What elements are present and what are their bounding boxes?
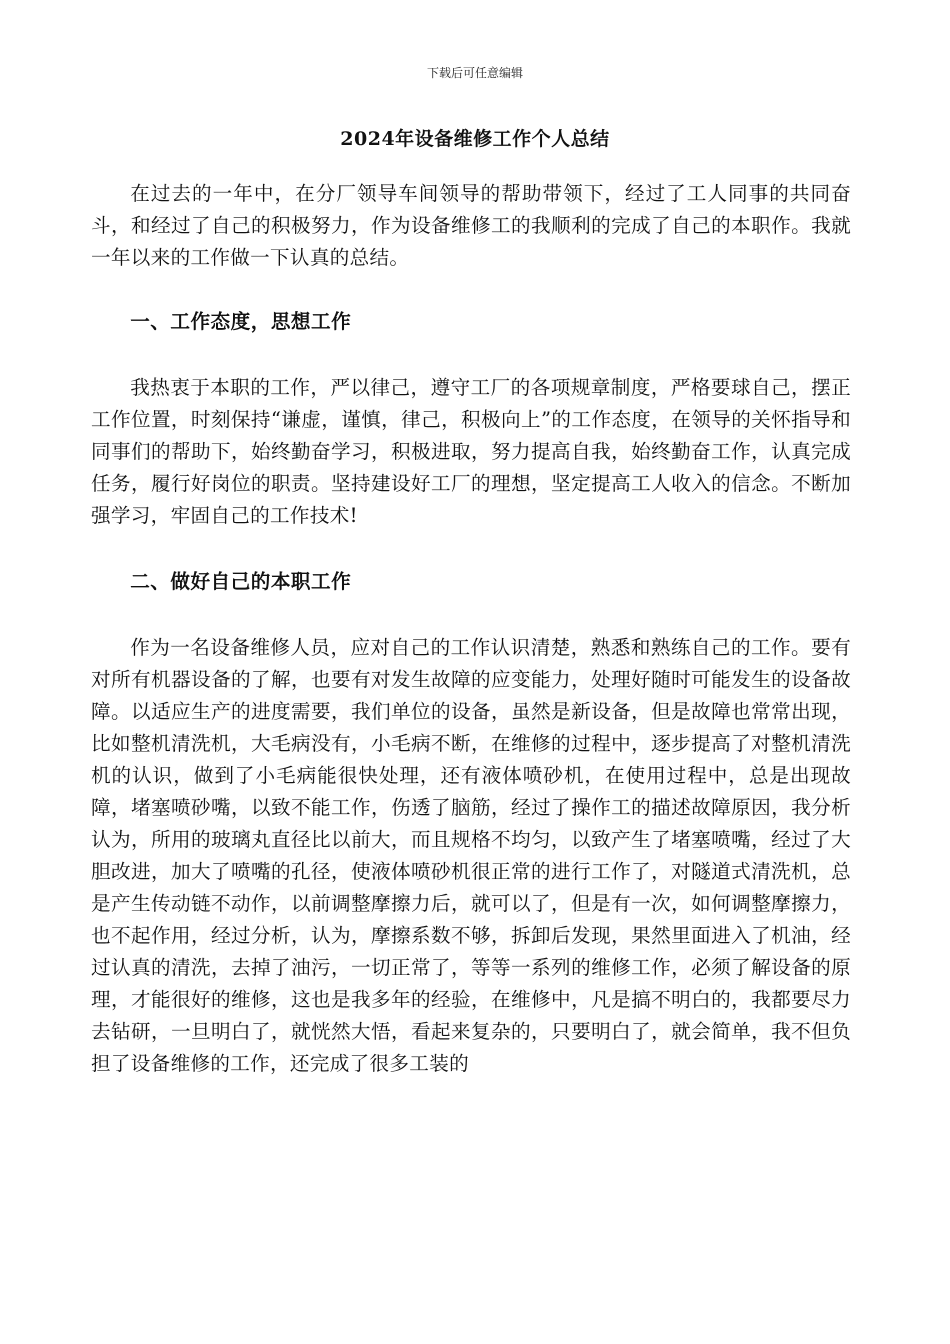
section1-paragraph: 我热衷于本职的工作，严以律己，遵守工厂的各项规章制度，严格要球自己，摆正工作位置，时刻保持“谦虚，谨慎，律己，积极向上”的工作态度，在领导的关怀指导和同事们的帮助下，始终勤奋学习，积极进取，努力提高自我，始终勤奋工作，认真完成任务，履行好岗位的职责。坚持建设好工厂的理想，坚定提高工人收入的信念。不断加强学习，牢固自己的工作技术! bbox=[91, 376, 851, 527]
section2-paragraph: 作为一名设备维修人员，应对自己的工作认识清楚，熟悉和熟练自己的工作。要有对所有机器设备的了解，也要有对发生故障的应变能力，处理好随时可能发生的设备故障。以适应生产的进度需要，我们单位的设备，虽然是新设备，但是故障也常常出现，比如整机清洗机，大毛病没有，小毛病不断，在维修的过程中，逐步提高了对整机清洗机的认识，做到了小毛病能很快处理，还有液体喷砂机，在使用过程中，总是出现故障，堵塞喷砂嘴，以致不能工作，伤透了脑筋，经过了操作工的描述故障原因，我分析认为，所用的玻璃丸直径比以前大，而且规格不均匀，以致产生了堵塞喷嘴，经过了大胆改进，加大了喷嘴的孔径，使液体喷砂机很正常的进行工作了，对隧道式清洗机，总是产生传动链不动作，以前调整摩擦力后，就可以了，但是有一次，如何调整摩擦力，也不起作用，经过分析，认为，摩擦系数不够，拆卸后发现，果然里面进入了机油，经过认真的清洗，去掉了油污，一切正常了，等等一系列的维修工作，必须了解设备的原理，才能很好的维修，这也是我多年的经验，在维修中，凡是搞不明白的，我都要尽力去钻研，一旦明白了，就恍然大悟，看起来复杂的，只要明白了，就会简单，我不但负担了设备维修的工作，还完成了很多工装的 bbox=[91, 636, 851, 1075]
section2-heading: 二、做好自己的本职工作 bbox=[130, 570, 352, 593]
section1-heading: 一、工作态度，思想工作 bbox=[130, 310, 352, 333]
intro-paragraph: 在过去的一年中，在分厂领导车间领导的帮助带领下，经过了工人同事的共同奋斗，和经过了自己的积极努力，作为设备维修工的我顺利的完成了自己的本职作。我就一年以来的工作做一下认真的总结。 bbox=[91, 182, 851, 269]
header-note: 下载后可任意编辑 bbox=[426, 66, 523, 80]
document-body bbox=[91, 178, 851, 1080]
document-title: 2024年设备维修工作个人总结 bbox=[340, 128, 610, 150]
